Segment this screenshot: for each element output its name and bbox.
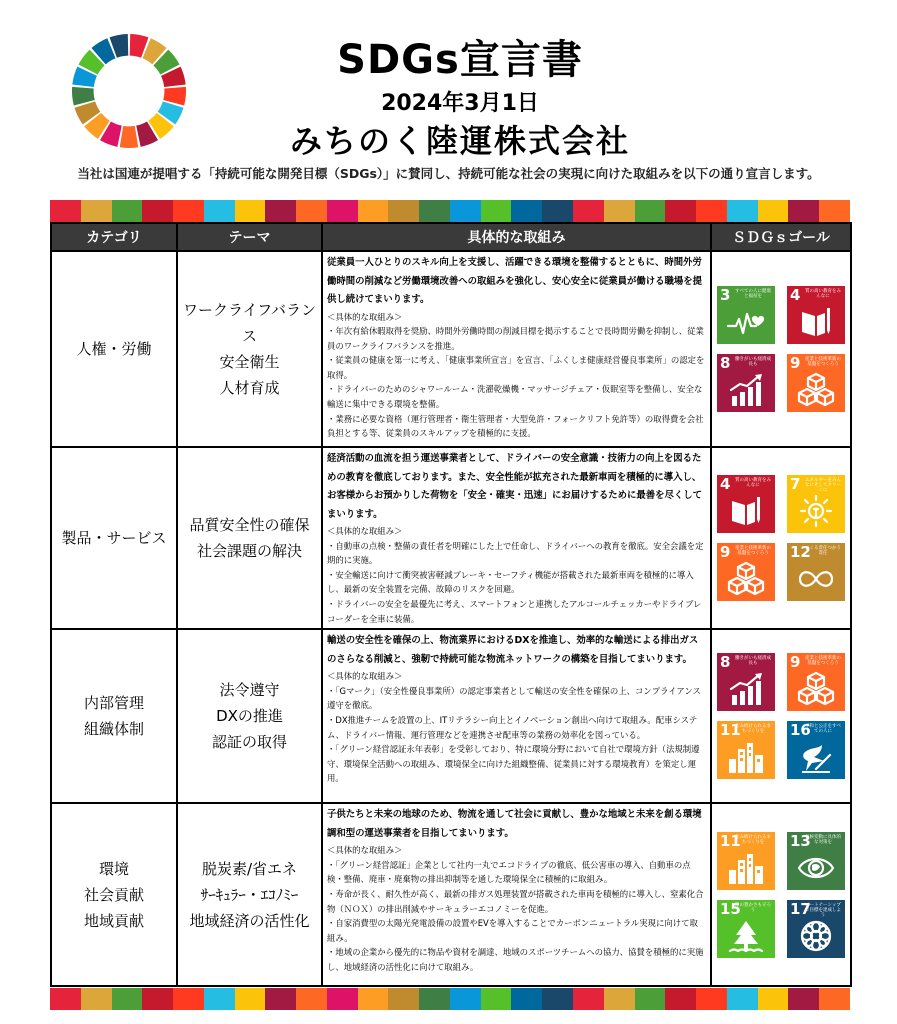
goal-number: 3 bbox=[720, 286, 731, 304]
intro-text: 当社は国連が提唱する「持続可能な開発目標（SDGs）」に賛同し、持続可能な社会の実現に向けた取組みを以下の通り宣言します。 bbox=[77, 166, 820, 181]
sdg-goal-17 bbox=[787, 900, 845, 958]
theme-label: 脱炭素/省エネ bbox=[201, 859, 298, 878]
stripe-segment bbox=[758, 988, 789, 1010]
stripe-segment bbox=[604, 200, 635, 222]
sdg-goal-8 bbox=[717, 653, 775, 711]
theme-label: ｻｰｷｭﾗｰ・ｴｺﾉﾐｰ bbox=[200, 885, 299, 904]
lead-text: 子供たちと未来の地球のため、物流を通して社会に貢献し、豊かな地域と未来を創る環境調和型の運送事業者を目指してまいります。 bbox=[327, 809, 702, 839]
buildings-icon bbox=[726, 739, 766, 775]
table-row bbox=[51, 803, 851, 986]
wheel-segment bbox=[120, 126, 139, 148]
goal-number: 8 bbox=[720, 354, 731, 372]
goal-number: 9 bbox=[790, 354, 801, 372]
goal-title: つくる責任つかう責任 bbox=[805, 546, 841, 557]
goals-cell bbox=[711, 447, 851, 629]
dove-icon bbox=[796, 739, 836, 775]
sdg-goal-3 bbox=[717, 286, 775, 344]
goal-title: 住み続けられるまちづくりを bbox=[735, 834, 771, 845]
category-cell bbox=[51, 447, 177, 629]
category-label: 人権・労働 bbox=[76, 340, 152, 358]
stripe-segment bbox=[819, 200, 850, 222]
stripe-segment bbox=[604, 988, 635, 1010]
stripe-segment bbox=[696, 988, 727, 1010]
goal-title: 質の高い教育をみんなに bbox=[735, 478, 771, 489]
stripe-segment bbox=[788, 988, 819, 1010]
bullet-item: ・DX推進チームを設置の上、ITリテラシー向上とイノベーション創出へ向けて取組み。配車システム、ドライバー情報、運行管理などを連携させ配車等の業務の効率化を図っている。 bbox=[327, 714, 698, 740]
sdg-goal-4 bbox=[787, 286, 845, 344]
sdg-goal-15 bbox=[717, 900, 775, 958]
goal-number: 8 bbox=[720, 653, 731, 672]
theme-label: 安全衛生 bbox=[219, 353, 280, 371]
infinity-icon bbox=[796, 561, 836, 597]
goal-title: パートナーシップで目標を達成しよう bbox=[805, 902, 841, 919]
stripe-segment bbox=[142, 200, 173, 222]
stripe-segment bbox=[542, 200, 573, 222]
stripe-segment bbox=[727, 200, 758, 222]
bullet-item: ・地域の企業から優先的に物品や資材を調達、地域のスポーツチームへの協力、協賛を積極的に実施し、地域経済の活性化に向けて取組み。 bbox=[327, 947, 704, 972]
stripe-segment bbox=[235, 988, 266, 1010]
stripe-segment bbox=[419, 988, 450, 1010]
stripe-segment bbox=[542, 988, 573, 1010]
stripe-segment bbox=[819, 988, 850, 1010]
theme-label: 社会課題の解決 bbox=[196, 542, 302, 561]
stripe-segment bbox=[388, 200, 419, 222]
sdg-goal-12 bbox=[787, 543, 845, 601]
goal-title: 働きがいも経済成長も bbox=[735, 656, 771, 667]
stripe-segment bbox=[204, 200, 235, 222]
theme-cell bbox=[177, 251, 322, 447]
goal-number: 17 bbox=[790, 899, 811, 918]
table-row bbox=[51, 447, 851, 629]
stripe-segment bbox=[481, 988, 512, 1010]
theme-label: 人材育成 bbox=[219, 379, 280, 397]
sdg-goal-11 bbox=[717, 721, 775, 779]
theme-cell bbox=[177, 803, 322, 986]
stripe-segment bbox=[265, 200, 296, 222]
stripe-segment bbox=[511, 200, 542, 222]
stripe-segment bbox=[296, 200, 327, 222]
stripe-segment bbox=[665, 988, 696, 1010]
stripe-segment bbox=[450, 988, 481, 1010]
stripe-segment bbox=[296, 988, 327, 1010]
subheading: ＜具体的な取組み＞ bbox=[327, 671, 403, 682]
goal-title: 働きがいも経済成長も bbox=[735, 357, 771, 368]
stripe-segment bbox=[173, 988, 204, 1010]
goal-title: エネルギーをみんなにそしてクリーンに bbox=[805, 478, 841, 494]
category-label: 製品・サービス bbox=[61, 529, 167, 548]
buildings-icon bbox=[726, 850, 766, 886]
theme-cell bbox=[177, 629, 322, 803]
lead-text: 経済活動の血流を担う運送事業者として、ドライバーの安全意識・技術力の向上を図るための教育を徹底しております。また、安全性能が拡充された最新車両を積極的に導入し、お客様からお預かりした荷物を「安全・確実・迅速」にお届けするために最善を尽くしてまいります。 bbox=[327, 453, 703, 520]
goal-number: 15 bbox=[720, 899, 741, 918]
stripe-segment bbox=[758, 200, 789, 222]
stripe-segment bbox=[635, 200, 666, 222]
detail-cell bbox=[322, 251, 711, 447]
stripe-segment bbox=[573, 988, 604, 1010]
stripe-segment bbox=[50, 200, 81, 222]
header-category: カテゴリ bbox=[51, 223, 177, 251]
table-row bbox=[51, 251, 851, 447]
category-cell bbox=[51, 251, 177, 447]
bullet-item: ・ドライバーの安全を最優先に考え、スマートフォンと連携したアルコールチェッカーやドライブレコーダーを全車に装備。 bbox=[327, 598, 702, 624]
growth-chart-icon bbox=[726, 372, 766, 408]
color-stripe-top bbox=[50, 200, 850, 222]
goals-cell bbox=[711, 251, 851, 447]
stripe-segment bbox=[327, 200, 358, 222]
sdgs-wheel-logo bbox=[70, 32, 188, 150]
stripe-segment bbox=[112, 200, 143, 222]
category-cell bbox=[51, 629, 177, 803]
book-icon bbox=[726, 493, 766, 529]
theme-cell bbox=[177, 447, 322, 629]
goal-number: 13 bbox=[790, 831, 811, 850]
bullet-item: ・ドライバーのためのシャワールーム・洗濯乾燥機・マッサージチェア・仮眠室等を整備し、安全な輸送に集中できる環境を整備。 bbox=[327, 384, 703, 410]
stripe-segment bbox=[696, 200, 727, 222]
company-name: みちのく陸運株式会社 bbox=[289, 122, 630, 160]
goal-number: 9 bbox=[720, 543, 731, 562]
stripe-segment bbox=[419, 200, 450, 222]
stripe-segment bbox=[112, 988, 143, 1010]
goal-title: 住み続けられるまちづくりを bbox=[735, 724, 771, 735]
detail-cell bbox=[322, 447, 711, 629]
stripe-segment bbox=[511, 988, 542, 1010]
goal-number: 4 bbox=[790, 286, 801, 304]
stripe-segment bbox=[173, 200, 204, 222]
goals-cell bbox=[711, 629, 851, 803]
cubes-icon bbox=[796, 372, 836, 408]
stripe-segment bbox=[358, 200, 389, 222]
stripe-segment bbox=[50, 988, 81, 1010]
cubes-icon bbox=[796, 671, 836, 707]
sdg-goal-9 bbox=[787, 354, 845, 412]
goal-title: 質の高い教育をみんなに bbox=[805, 289, 841, 300]
bullet-item: ・安全輸送に向けて衝突被害軽減ブレーキ・セーフティ機能が搭載された最新車両を積極的に導入し、最新の安全装置を完備、故障のリスクを回避。 bbox=[327, 569, 694, 595]
stripe-segment bbox=[727, 988, 758, 1010]
subheading: ＜具体的な取組み＞ bbox=[327, 526, 403, 536]
growth-chart-icon bbox=[726, 671, 766, 707]
goal-number: 11 bbox=[720, 831, 741, 850]
bullet-item: ・「Gマーク」（安全性優良事業所）の認定事業者として輸送の安全性を確保の上、コンプライアンス遵守を徹底。 bbox=[327, 685, 701, 711]
declaration-date: 2024年3月1日 bbox=[381, 91, 539, 116]
cubes-icon bbox=[726, 561, 766, 597]
header-goals: ＳＤＧｓゴール bbox=[711, 223, 851, 251]
category-label: 社会貢献 bbox=[83, 885, 144, 904]
stripe-segment bbox=[204, 988, 235, 1010]
stripe-segment bbox=[635, 988, 666, 1010]
bullet-item: ・「グリーン経営認証永年表彰」を受彰しており、特に環境分野において自社で環境方針（法規制遵守、環境保全活動への取組み、環境保全に向けた組織整備、従業員に対する環境教育）を策定し運用。 bbox=[327, 744, 700, 784]
goals-cell bbox=[711, 803, 851, 986]
goal-title: 産業と技術革新の基盤をつくろう bbox=[805, 357, 841, 368]
lead-text: 輸送の安全性を確保の上、物流業界におけるDXを推進し、効率的な輸送による排出ガスのさらなる削減と、強靭で持続可能な物流ネットワークの構築を目指してまいります。 bbox=[327, 635, 699, 665]
stripe-segment bbox=[81, 988, 112, 1010]
subheading: ＜具体的な取組み＞ bbox=[327, 311, 403, 322]
theme-label: 地域経済の活性化 bbox=[189, 911, 310, 930]
header-detail: 具体的な取組み bbox=[322, 223, 711, 251]
color-stripe-bottom bbox=[50, 988, 850, 1010]
theme-label: ワークライフバランス bbox=[183, 301, 316, 345]
theme-label: 認証の取得 bbox=[211, 733, 287, 752]
detail-cell bbox=[322, 803, 711, 986]
sdg-goal-11 bbox=[717, 832, 775, 890]
stripe-segment bbox=[81, 200, 112, 222]
globe-eye-icon bbox=[796, 850, 836, 886]
stripe-segment bbox=[665, 200, 696, 222]
theme-label: DXの推進 bbox=[216, 707, 283, 726]
goal-title: すべての人に健康と福祉を bbox=[735, 289, 771, 300]
stripe-segment bbox=[235, 200, 266, 222]
sdg-goal-9 bbox=[717, 543, 775, 601]
bullet-item: ・寿命が長く、耐久性が高く、最新の排ガス処理装置が搭載された車両を積極的に導入し、窒素化合物（ＮＯＸ）の排出削減やサーキュラーエコノミーを促進。 bbox=[327, 888, 704, 914]
stripe-segment bbox=[327, 988, 358, 1010]
stripe-segment bbox=[450, 200, 481, 222]
sdg-goal-13 bbox=[787, 832, 845, 890]
sdg-goal-7 bbox=[787, 475, 845, 533]
goal-number: 12 bbox=[790, 543, 811, 562]
book-icon bbox=[796, 304, 836, 340]
bullet-item: ・業務に必要な資格（運行管理者・衛生管理者・大型免許・フォークリフト免許等）の取得費を会社負担とする等、従業員のスキルアップを積極的に支援。 bbox=[327, 413, 704, 439]
goal-number: 9 bbox=[790, 653, 801, 672]
theme-label: 品質安全性の確保 bbox=[189, 516, 310, 535]
bullet-item: ・年次有給休暇取得を奨励、時間外労働時間の削減目標を掲示することで長時間労働を抑制し、従業員のワークライフバランスを推進。 bbox=[327, 326, 704, 351]
stripe-segment bbox=[142, 988, 173, 1010]
sdg-goal-16 bbox=[787, 721, 845, 779]
goal-title: 産業と技術革新の基盤をつくろう bbox=[805, 656, 841, 667]
stripe-segment bbox=[388, 988, 419, 1010]
bullet-item: ・従業員の健康を第一に考え、「健康事業所宣言」を宣言、「ふくしま健康経営優良事業所」の認定を取得。 bbox=[327, 355, 705, 380]
rings-icon bbox=[796, 918, 836, 954]
tree-icon bbox=[726, 918, 766, 954]
detail-cell bbox=[322, 629, 711, 803]
bullet-item: ・自動車の点検・整備の責任者を明確にした上で任命し、ドライバーへの教育を徹底。安全会議を定期的に実施。 bbox=[327, 540, 704, 566]
sun-icon bbox=[796, 493, 836, 529]
goal-title: 気候変動に具体的な対策を bbox=[805, 834, 841, 845]
heartbeat-icon bbox=[726, 304, 766, 340]
theme-label: 法令遵守 bbox=[219, 681, 280, 700]
bullet-item: ・「グリーン経営認証」企業として社内一丸でエコドライブの徹底、低公害車の導入、自動車の点検・整備、廃車・廃棄物の排出抑制等を通した環境保全に積極的に取組み。 bbox=[327, 859, 691, 885]
goal-title: 陸の豊かさも守ろう bbox=[735, 902, 771, 913]
header-theme: テーマ bbox=[177, 223, 322, 251]
category-label: 組織体制 bbox=[83, 720, 144, 739]
goal-number: 16 bbox=[790, 721, 811, 740]
stripe-segment bbox=[481, 200, 512, 222]
category-label: 地域貢献 bbox=[83, 911, 144, 930]
stripe-segment bbox=[358, 988, 389, 1010]
subheading: ＜具体的な取組み＞ bbox=[327, 845, 403, 856]
sdg-goal-8 bbox=[717, 354, 775, 412]
sdg-goal-9 bbox=[787, 653, 845, 711]
lead-text: 従業員一人ひとりのスキル向上を支援し、活躍できる環境を整備するとともに、時間外労働時間の削減など労働環境改善への取組みを強化し、安心安全に従業員が働ける職場を提供し続けてまいります。 bbox=[327, 257, 703, 305]
category-cell bbox=[51, 803, 177, 986]
sdg-goal-4 bbox=[717, 475, 775, 533]
category-label: 内部管理 bbox=[83, 694, 144, 713]
page-title: SDGs宣言書 bbox=[337, 37, 583, 83]
stripe-segment bbox=[788, 200, 819, 222]
goal-title: 産業と技術革新の基盤をつくろう bbox=[735, 546, 771, 557]
goal-number: 4 bbox=[720, 475, 731, 494]
table-row bbox=[51, 629, 851, 803]
goal-number: 11 bbox=[720, 721, 741, 740]
goal-title: 平和と公正をすべての人に bbox=[805, 724, 841, 735]
stripe-segment bbox=[573, 200, 604, 222]
goal-number: 7 bbox=[790, 475, 801, 494]
category-label: 環境 bbox=[98, 859, 129, 878]
stripe-segment bbox=[265, 988, 296, 1010]
table-header-row bbox=[51, 223, 851, 251]
bullet-item: ・自家消費型の太陽光発電設備の設置やEVを導入することでカーボンニュートラル実現に向けて取組み。 bbox=[327, 918, 698, 943]
sdgs-table bbox=[50, 222, 852, 987]
